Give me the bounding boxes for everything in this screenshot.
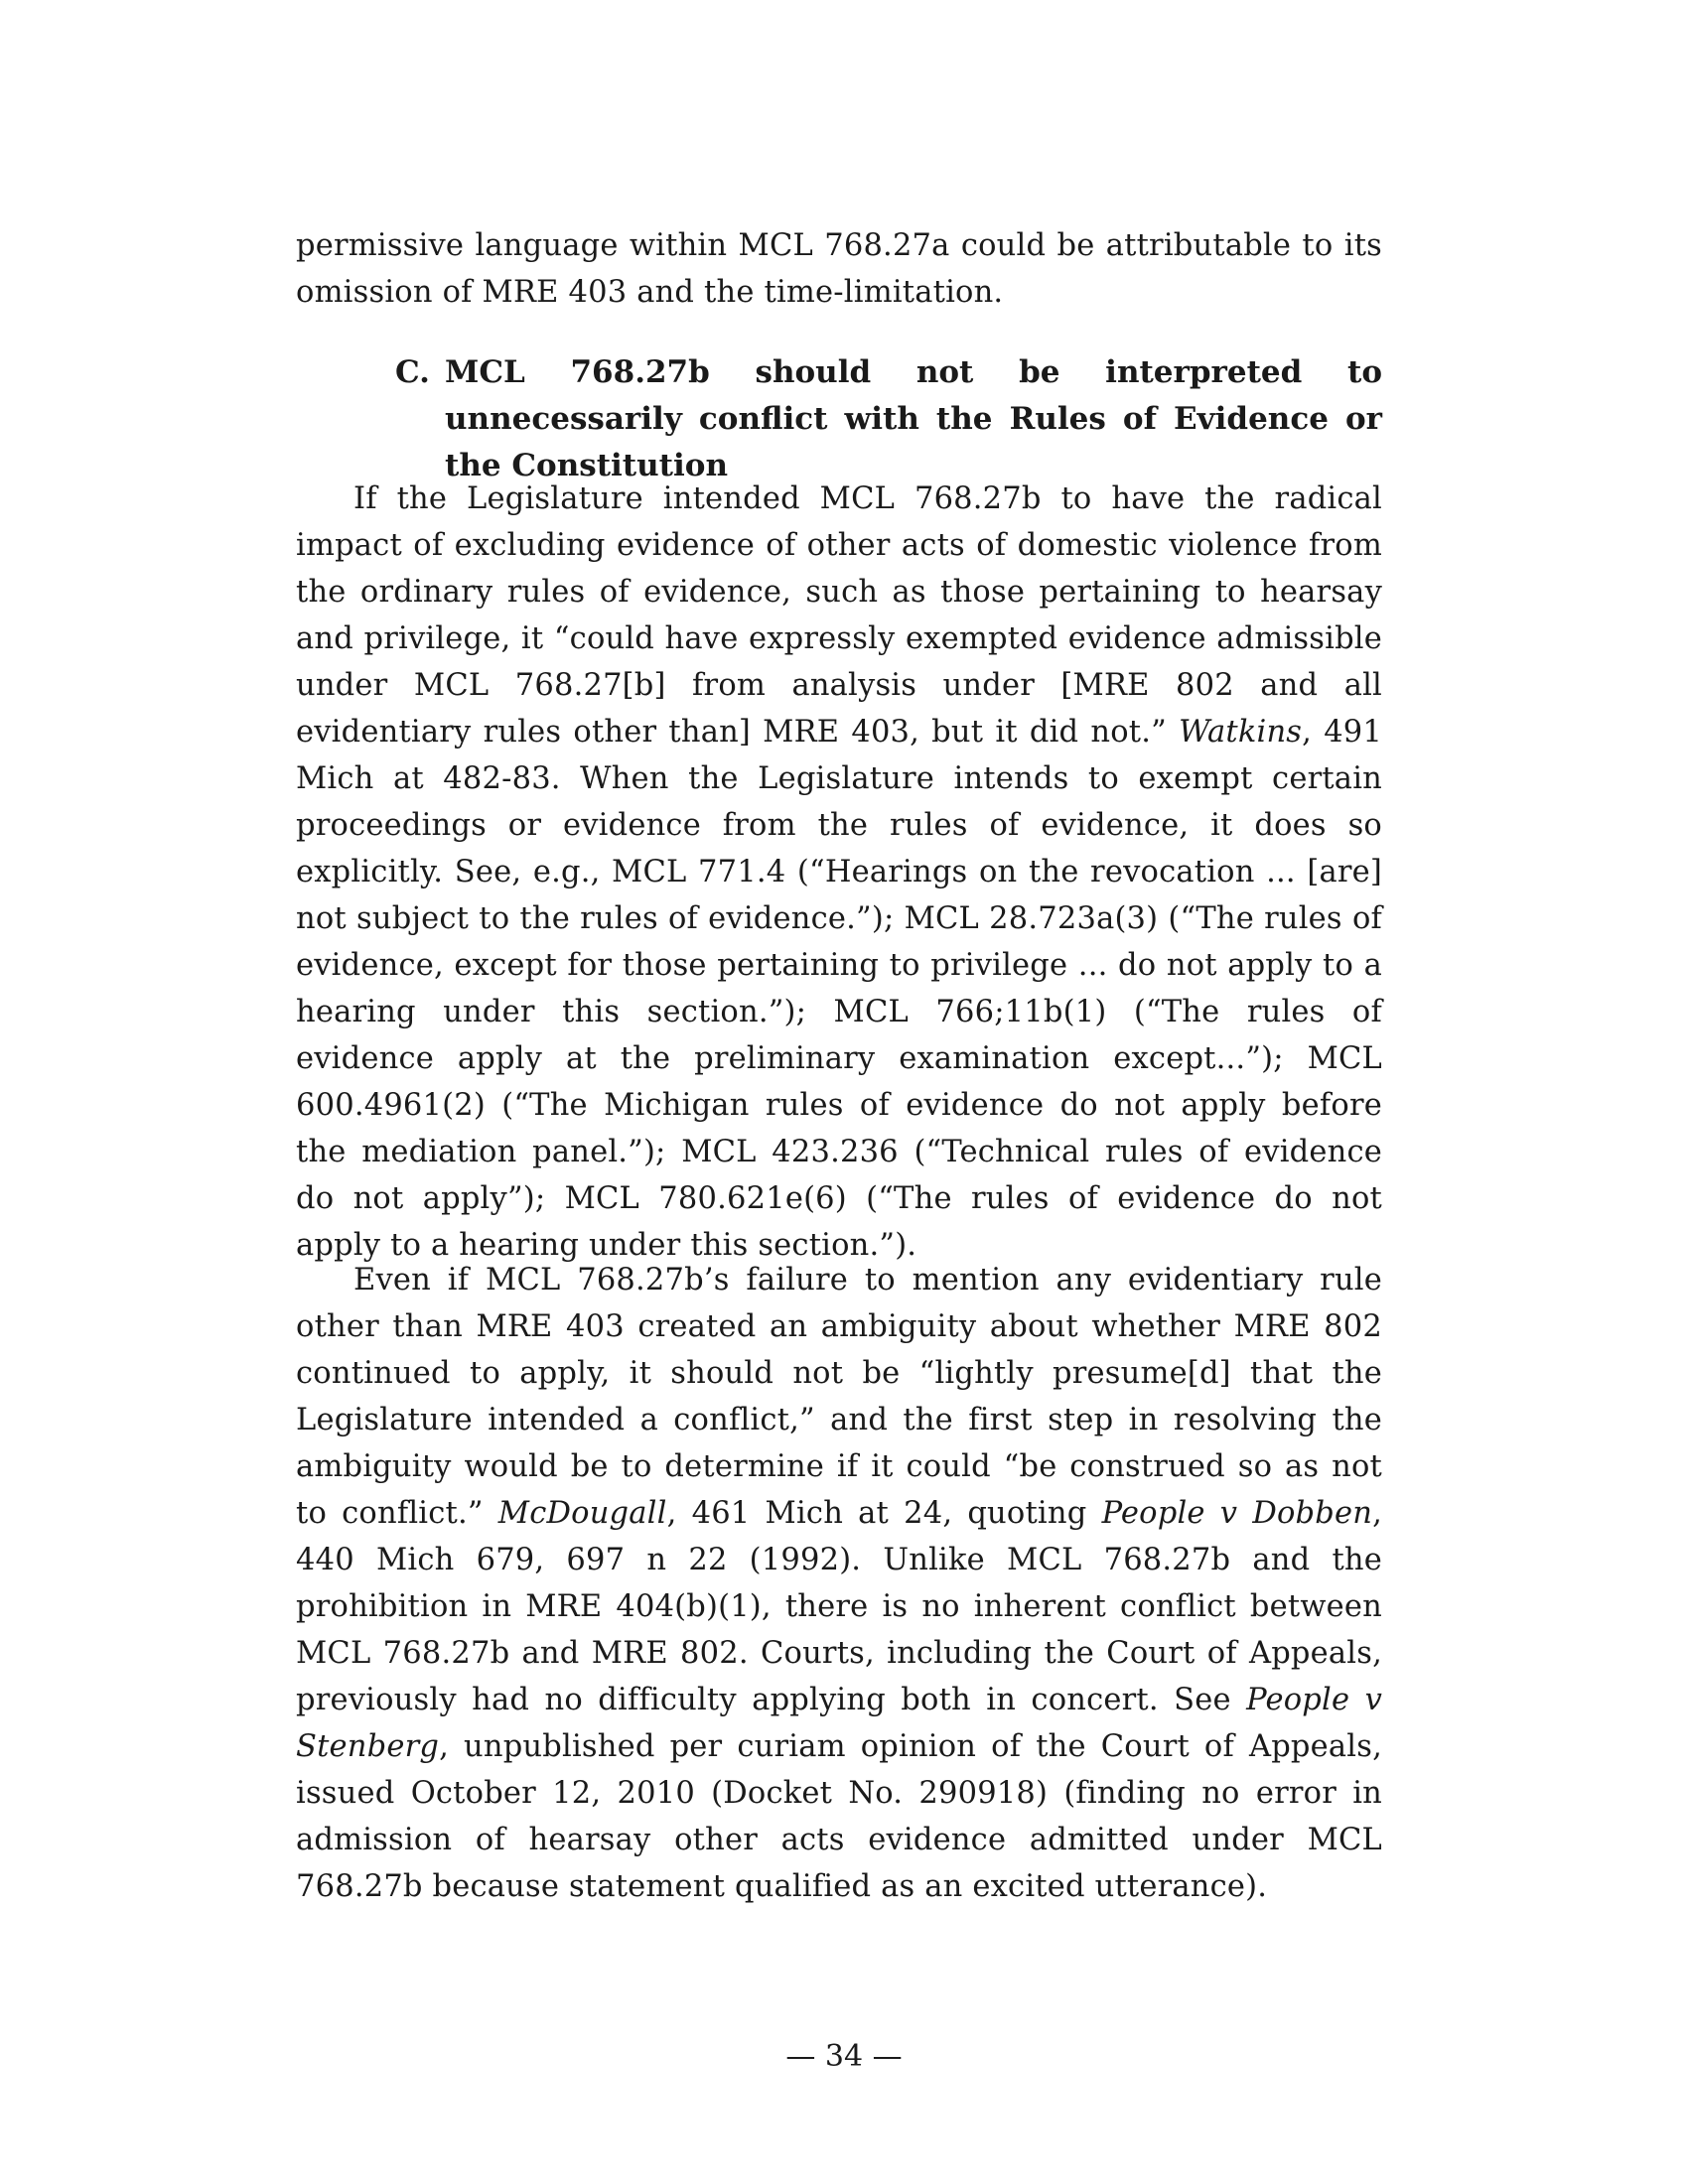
paragraph-text: If the Legislature intended MCL 768.27b to have the radical impact of excluding evidence of other acts of domestic violence from the ordinary rules of evidence, such as those pertaining to hearsay and privilege, it “could have expressly exempted evidence admissible under MCL 768.27[b] from analysis under [MRE 802 and all evidentiary rules other than] MRE 403, but it did not.” xyxy=(296,481,1382,750)
paragraph-text: , unpublished per curiam opinion of the Court of Appeals, issued October 12, 2010 (Docket No. 290918) (finding no error in admission of hearsay other acts evidence admitted under MCL 768.27b because statement qualified as an excited utterance). xyxy=(296,1729,1382,1904)
paragraph-text: Even if MCL 768.27b’s failure to mention any evidentiary rule other than MRE 403 created an ambiguity about whether MRE 802 continued to apply, it should not be “lightly presume[d] that the Legislature intended a conflict,” and the first step in resolving the ambiguity would be to determine if it could “be construed so as not to conflict.” xyxy=(296,1263,1382,1531)
paragraph-text: , 461 Mich at 24, quoting xyxy=(666,1496,1102,1531)
case-citation: McDougall xyxy=(497,1496,667,1531)
section-heading-label: C. xyxy=(395,354,430,390)
paragraph-text: , 491 Mich at 482-83. When the Legislature intends to exempt certain proceedings or evidence from the rules of evidence, it does so explicitly. See, e.g., MCL 771.4 (“Hearings on the revocation ... [are] not subject to the rules of evidence.”); MCL 28.723a(3) (“The rules of evidence, except for those pertaining to privilege ... do not apply to a hearing under this section.”); MCL 766;11b(1) (“The rules of evidence apply at the preliminary examination except...”); MCL 600.4961(2) (“The Michigan rules of evidence do not apply before the mediation panel.”); MCL 423.236 (“Technical rules of evidence do not apply”); MCL 780.621e(6) (“The rules of evidence do not apply to a hearing under this section.”). xyxy=(296,715,1383,1263)
page-number: — 34 — xyxy=(785,2039,903,2074)
case-citation: Watkins xyxy=(1179,715,1303,750)
body-paragraph-1 xyxy=(296,476,1382,1269)
intro-paragraph: permissive language within MCL 768.27a could be attributable to its omission of MRE 403 and the time-limitation. xyxy=(296,228,1382,310)
section-heading-text: MCL 768.27b should not be interpreted to unnecessarily conflict with the Rules of Evidence or the Constitution xyxy=(445,354,1382,483)
paragraph-text: , 440 Mich 679, 697 n 22 (1992). Unlike MCL 768.27b and the prohibition in MRE 404(b)(1), there is no inherent conflict between MCL 768.27b and MRE 802. Courts, including the Court of Appeals, previously had no difficulty applying both in concert. See xyxy=(296,1496,1383,1717)
section-heading xyxy=(397,349,1382,489)
body-paragraph-2 xyxy=(296,1257,1382,1910)
case-citation: People v Stenberg xyxy=(296,1683,1383,1764)
case-citation: People v Dobben xyxy=(1101,1496,1373,1531)
